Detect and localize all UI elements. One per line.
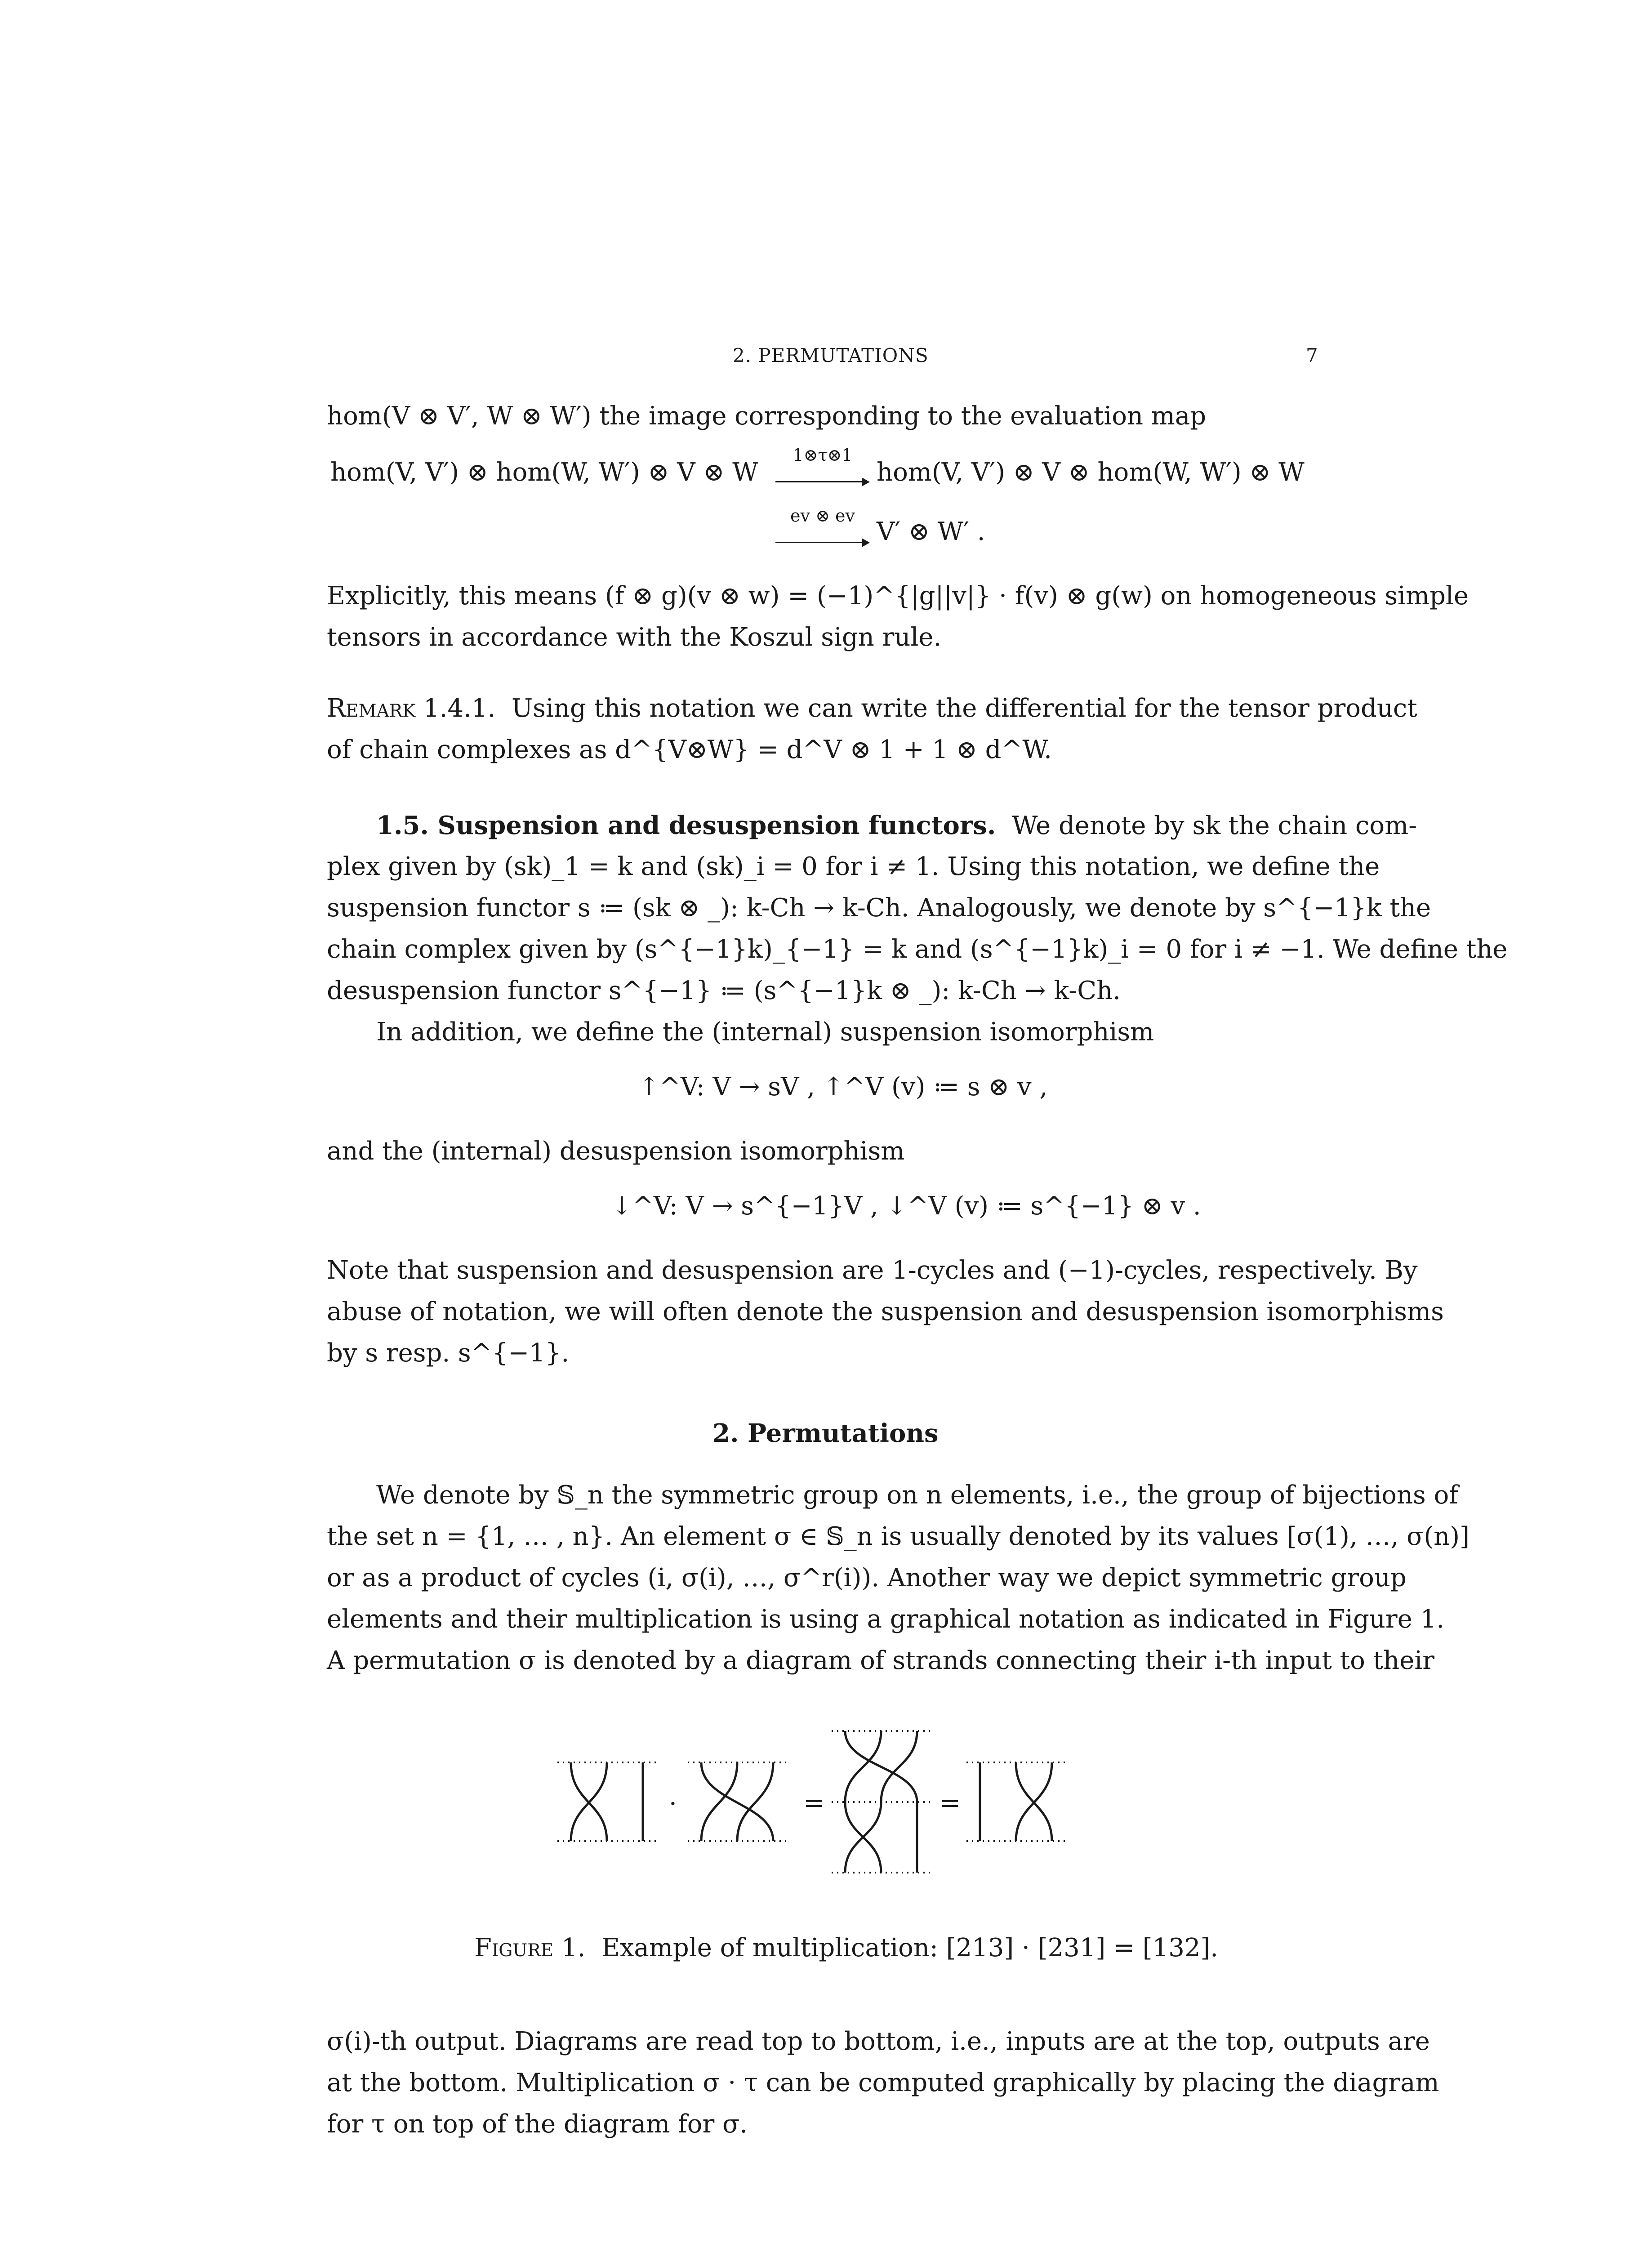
section-1-5-first-line: 1.5. Suspension and desuspension functors. We denote by sk the chain com- [376,811,1417,840]
remark-label: Remark 1.4.1. [327,694,496,723]
section-2-line-1: We denote by 𝕊_n the symmetric group on n elements, i.e., the group of bijections of [376,1481,1459,1510]
eval-map-arrow1-label: 1⊗τ⊗1 [793,445,853,465]
section-2-heading: 2. Permutations [712,1418,939,1448]
eval-map-arrow2-label: ev ⊗ ev [790,506,855,526]
remark-1-4-1: Remark 1.4.1. Using this notation we can write the differential for the tensor product [327,694,1417,723]
intro-line: hom(V ⊗ V′, W ⊗ W′) the image corresponding to the evaluation map [327,401,1207,431]
eval-map-middle: hom(V, V′) ⊗ V ⊗ hom(W, W′) ⊗ W [877,458,1305,487]
equals-sign-2: = [940,1789,961,1818]
diagram-tau-231 [688,1762,787,1841]
explicit-line-1: Explicitly, this means (f ⊗ g)(v ⊗ w) = (−1)^{|g||v|} · f(v) ⊗ g(w) on homogeneous simple [327,581,1469,611]
right-arrow-icon [775,538,870,547]
equals-sign-1: = [803,1789,824,1818]
diagram-sigma-213 [557,1762,656,1841]
section-1-5-line-7: and the (internal) desuspension isomorphism [327,1137,905,1166]
explicit-line-2: tensors in accordance with the Koszul sign rule. [327,623,942,652]
section-2-line-5: A permutation σ is denoted by a diagram of strands connecting their i-th input to their [327,1646,1435,1675]
section-1-5-line-2: plex given by (sk)_1 = k and (sk)_i = 0 for i ≠ 1. Using this notation, we define the [327,852,1380,881]
note-line-1: Note that suspension and desuspension are 1-cycles and (−1)-cycles, respectively. By [327,1256,1418,1285]
running-header: 2. PERMUTATIONS [733,344,929,366]
remark-line-2: of chain complexes as d^{V⊗W} = d^V ⊗ 1 + 1 ⊗ d^W. [327,735,1052,764]
section-1-5-line-3: suspension functor s ≔ (sk ⊗ _): k-Ch → k-Ch. Analogously, we denote by s^{−1}k the [327,893,1431,923]
eval-map-target: V′ ⊗ W′ . [877,517,985,546]
desuspension-formula: ↓^V: V → s^{−1}V , ↓^V (v) ≔ s^{−1} ⊗ v . [611,1191,1201,1221]
diagram-result-132 [966,1762,1065,1841]
right-arrow-icon [775,477,870,486]
eval-map-arrow2 [775,506,870,555]
final-line-2: at the bottom. Multiplication σ · τ can be computed graphically by placing the diagram [327,2068,1439,2097]
final-line-1: σ(i)-th output. Diagrams are read top to bottom, i.e., inputs are at the top, outputs are [327,2027,1430,2056]
section-1-5-line-5: desuspension functor s^{−1} ≔ (s^{−1}k ⊗ _): k-Ch → k-Ch. [327,976,1121,1005]
multiplication-dot: · [669,1789,677,1819]
section-1-5-heading: 1.5. Suspension and desuspension functors. [376,811,996,840]
note-line-2: abuse of notation, we will often denote the suspension and desuspension isomorphisms [327,1297,1444,1326]
section-1-5-line-6: In addition, we define the (internal) suspension isomorphism [376,1017,1154,1047]
section-1-5-line-4: chain complex given by (s^{−1}k)_{−1} = k and (s^{−1}k)_i = 0 for i ≠ −1. We define the [327,935,1508,964]
suspension-formula: ↑^V: V → sV , ↑^V (v) ≔ s ⊗ v , [638,1072,1048,1102]
note-line-3: by s resp. s^{−1}. [327,1338,570,1368]
figure-label: Figure 1. [474,1933,586,1963]
diagram-composite [832,1731,931,1873]
eval-map-source: hom(V, V′) ⊗ hom(W, W′) ⊗ V ⊗ W [330,458,758,487]
page-number: 7 [1306,344,1318,366]
eval-map-arrow1 [775,445,870,494]
figure-caption: Figure 1. Example of multiplication: [213] · [231] = [132]. [474,1933,1219,1963]
section-2-line-3: or as a product of cycles (i, σ(i), …, σ^r(i)). Another way we depict symmetric group [327,1563,1407,1592]
section-2-line-2: the set n = {1, … , n}. An element σ ∈ 𝕊_n is usually denoted by its values [σ(1), …, σ(n)] [327,1522,1469,1551]
final-line-3: for τ on top of the diagram for σ. [327,2110,748,2139]
section-2-line-4: elements and their multiplication is using a graphical notation as indicated in Figure 1. [327,1605,1445,1634]
